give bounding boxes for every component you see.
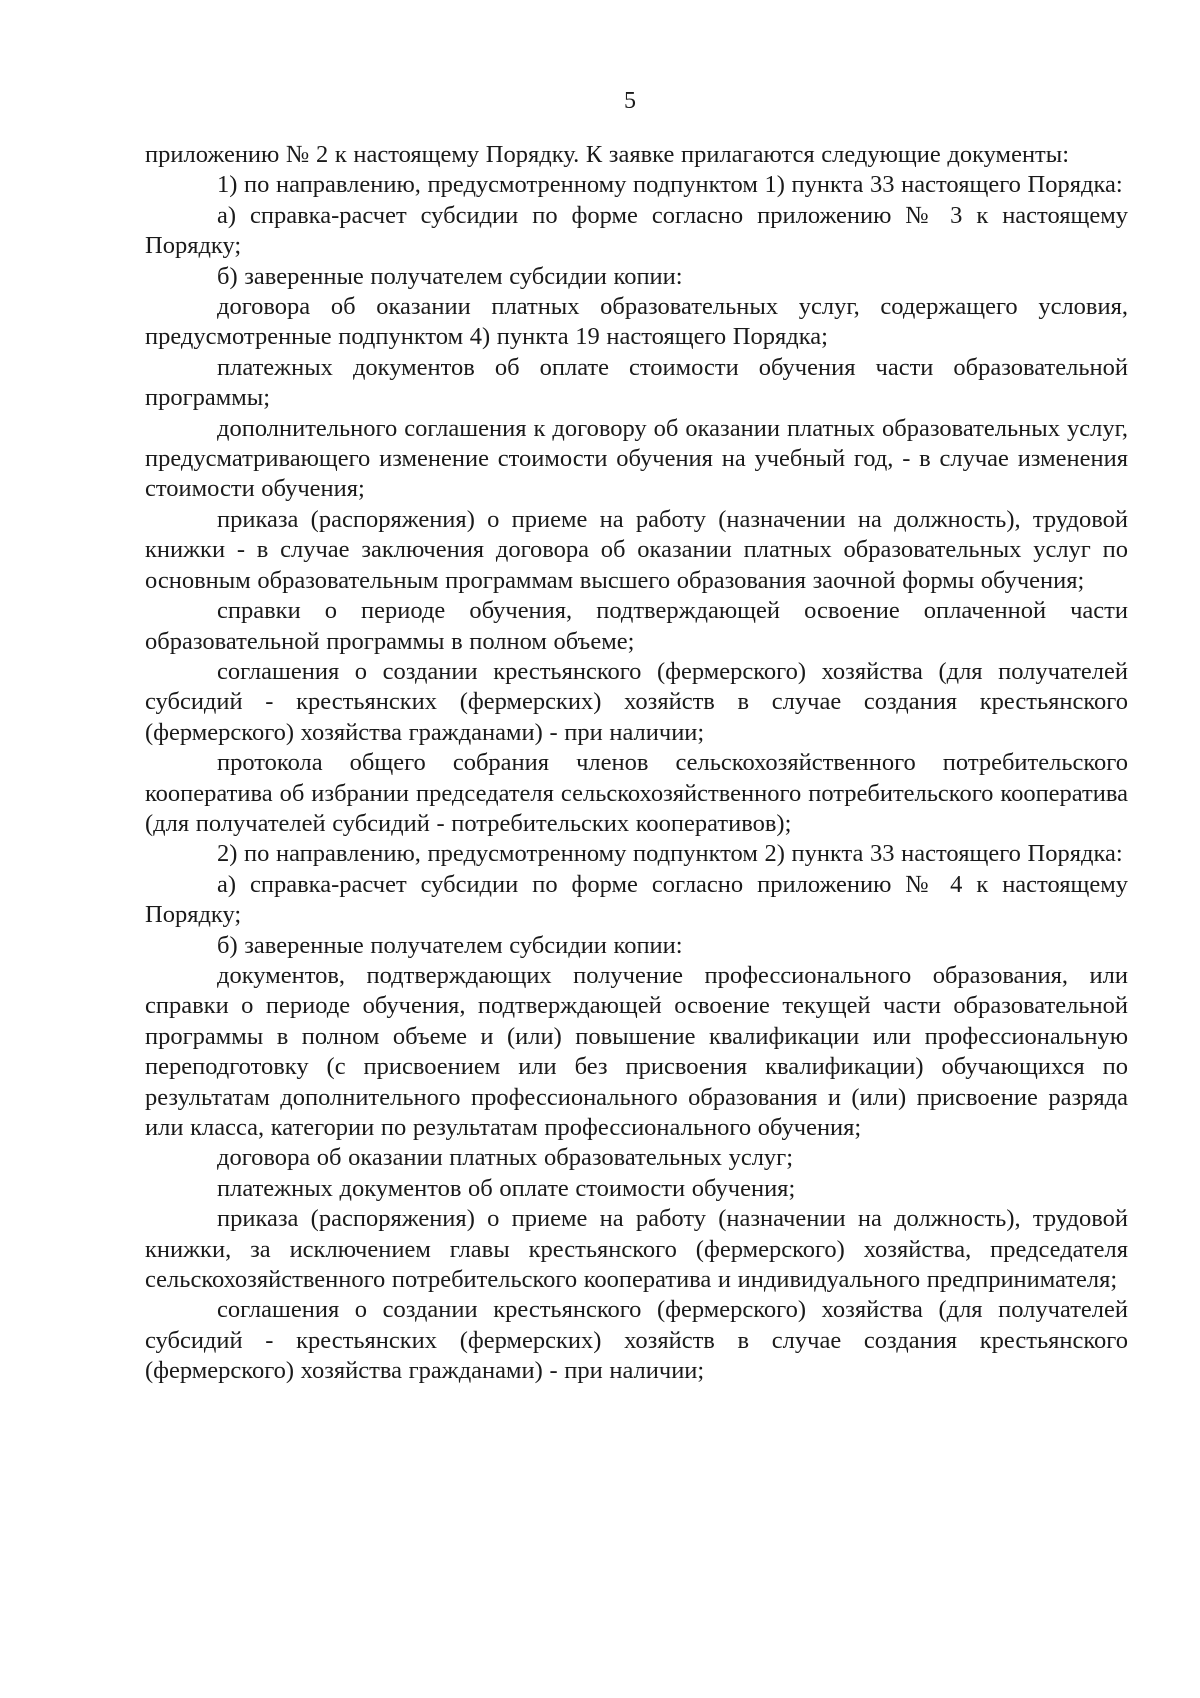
page-number: 5 — [624, 88, 636, 114]
paragraph: платежных документов об оплате стоимости обучения; — [217, 1174, 796, 1202]
paragraph: документов, подтверждающих получение профессионального образования, или справки о периоде обучения, подтверждающей освоение текущей части образовательной программы в полном объеме и (или) повышение квалификации или профессиональную переподготовку (с присвоением или без присвоения квалификации) обучающихся по результатам дополнительного профессионального образования и (или) присвоение разряда или класса, категории по результатам профессионального обучения; — [145, 961, 1128, 1141]
paragraph: 2) по направлению, предусмотренному подпунктом 2) пункта 33 настоящего Порядка: — [217, 840, 1123, 868]
paragraph: договора об оказании платных образовательных услуг; — [217, 1144, 794, 1172]
paragraph: протокола общего собрания членов сельскохозяйственного потребительского кооператива об избрании председателя сельскохозяйственного потребительского кооператива (для получателей субсидий - потребительских кооперативов); — [145, 749, 1128, 837]
paragraph: приказа (распоряжения) о приеме на работу (назначении на должность), трудовой книжки - в случае заключения договора об оказании платных образовательных услуг по основным образовательным программам высшего образования заочной формы обучения; — [145, 505, 1128, 594]
paragraph: соглашения о создании крестьянского (фермерского) хозяйства (для получателей субсидий - крестьянских (фермерских) хозяйств в случае создания крестьянского (фермерского) хозяйства гражданами) - при наличии; — [145, 657, 1128, 746]
paragraph: договора об оказании платных образовательных услуг, содержащего условия, предусмотренные подпунктом 4) пункта 19 настоящего Порядка; — [145, 293, 1128, 351]
paragraph: приложению № 2 к настоящему Порядку. К заявке прилагаются следующие документы: — [145, 141, 1070, 168]
paragraph: а) справка-расчет субсидии по форме согласно приложению № 4 к настоящему Порядку; — [145, 870, 1128, 929]
paragraph: приказа (распоряжения) о приеме на работу (назначении на должность), трудовой книжки, за исключением главы крестьянского (фермерского) хозяйства, председателя сельскохозяйственного потребительского кооператива и индивидуального предпринимателя; — [145, 1205, 1128, 1294]
paragraph: дополнительного соглашения к договору об оказании платных образовательных услуг, предусматривающего изменение стоимости обучения на учебный год, - в случае изменения стоимости обучения; — [145, 414, 1128, 503]
paragraph: соглашения о создании крестьянского (фермерского) хозяйства (для получателей субсидий - крестьянских (фермерских) хозяйств в случае создания крестьянского (фермерского) хозяйства гражданами) - при наличии; — [145, 1296, 1128, 1385]
paragraph: а) справка-расчет субсидии по форме согласно приложению № 3 к настоящему Порядку; — [145, 201, 1128, 260]
paragraph: б) заверенные получателем субсидии копии: — [217, 931, 683, 959]
paragraph: платежных документов об оплате стоимости обучения части образовательной программы; — [145, 353, 1128, 412]
paragraph: 1) по направлению, предусмотренному подпунктом 1) пункта 33 настоящего Порядка: — [217, 171, 1123, 199]
paragraph: справки о периоде обучения, подтверждающей освоение оплаченной части образовательной программы в полном объеме; — [145, 597, 1128, 655]
paragraph: б) заверенные получателем субсидии копии: — [217, 262, 683, 290]
document-body — [145, 140, 1128, 1387]
